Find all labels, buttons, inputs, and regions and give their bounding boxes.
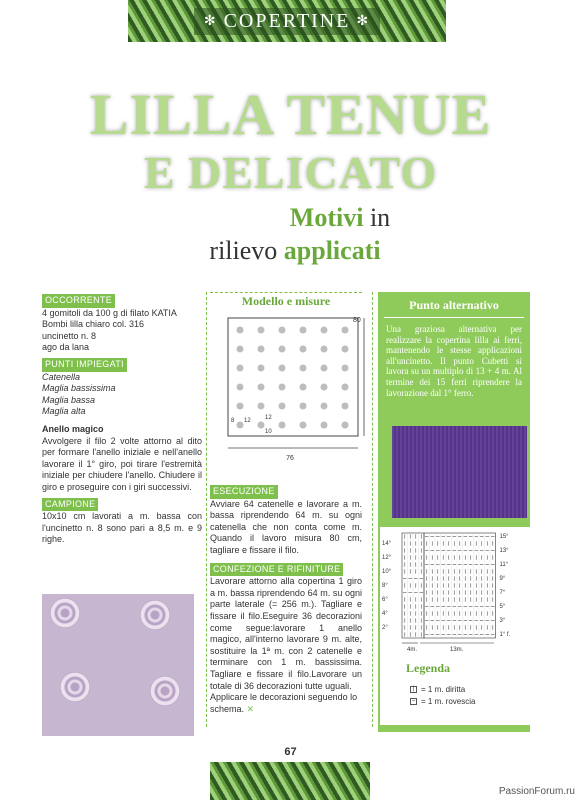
decoration-dot (279, 327, 286, 334)
paragraph: Lavorare attorno alla copertina 1 giro a m. bassa riprendendo 64 m. su ogni parte laterale (= 256 m.). Tagliare e fissare il filo.Eseguire 36 decorazioni come segue:lavorare 1 anello magico, all'interno lavorare 9 m. alte, sostituire la 1ª m. con 2 catenelle e terminare con 1 m. bassissima. Tagliare e fissare il filo.Lavorare un totale di 36 decorazioni tutte uguali. (210, 576, 362, 691)
decoration-dot (279, 346, 286, 353)
decoration-dot (342, 422, 349, 429)
row-label: 15° (499, 534, 509, 540)
width-label: 76 (286, 455, 294, 462)
row-label: 8° (382, 583, 388, 589)
decoration-dot (342, 403, 349, 410)
row-label: 6° (382, 597, 388, 603)
materials-column (42, 294, 202, 546)
list-item: 4 gomitoli da 100 g di filato KATIA (42, 307, 177, 318)
decoration-dot (258, 365, 265, 372)
decoration-dot (342, 384, 349, 391)
row-label: 2° (382, 625, 388, 631)
instructions-column (210, 485, 362, 715)
row-label: 1° f. (499, 632, 511, 638)
decoration-dot (300, 384, 307, 391)
decoration-dot (237, 327, 244, 334)
height-label: 80 (353, 317, 361, 324)
decoration-dot (258, 346, 265, 353)
flower-motif (50, 598, 80, 628)
paragraph: Avvolgere il filo 2 volte attorno al dito per formare l'anello iniziale e nell'anello lavorare il 1° giro, poi tirare l'estremità iniziale per chiudere l'anello. Chiudere il giro e proseguire con i giri successivi. (42, 435, 202, 492)
section-heading: OCCORRENTE (42, 294, 115, 308)
decoration-dot (279, 365, 286, 372)
flower-motif (60, 672, 90, 702)
row-label: 5° (499, 604, 506, 610)
list-item: Catenella (42, 371, 81, 382)
decoration-dot (237, 403, 244, 410)
knit-symbol-icon: | (410, 686, 417, 693)
main-title-line2: E DELICATO (143, 147, 438, 198)
section-heading: ESECUZIONE (210, 485, 278, 499)
row-label: 12° (382, 555, 392, 561)
paragraph: 10x10 cm lavorati a m. bassa con l'uncinetto n. 8 sono pari a 8,5 m. e 9 righe. (42, 511, 202, 545)
decoration-dot (300, 365, 307, 372)
list-item: uncinetto n. 8 (42, 330, 97, 341)
schema-diagram (212, 312, 367, 472)
section-heading: CONFEZIONE E RIFINITURE (210, 563, 343, 577)
decoration-dot (321, 384, 328, 391)
list-item: ago da lana (42, 342, 90, 353)
list-item: Maglia bassissima (42, 383, 116, 394)
row-label: 3° (499, 618, 506, 624)
subtitle-line2: rilievo applicati (209, 236, 381, 265)
decoration-dot (300, 327, 307, 334)
column-divider (206, 292, 207, 727)
list-item: Maglia bassa (42, 394, 96, 405)
decoration-dot (258, 327, 265, 334)
paragraph: Avviare 64 catenelle e lavorare a m. bassa riprendendo 64 m. su ogni catenella che non conta come m. Quando il lavoro misura 80 cm, tagliare e fissare il filo. (210, 498, 362, 555)
decoration-dot (258, 384, 265, 391)
star-icon: ✻ (356, 13, 371, 29)
decoration-dot (258, 403, 265, 410)
decoration-dot (258, 422, 265, 429)
decoration-dot (300, 422, 307, 429)
page-number: 67 (284, 746, 297, 758)
section-heading: PUNTI IMPIEGATI (42, 358, 127, 372)
decoration-dot (321, 365, 328, 372)
decoration-dot (237, 422, 244, 429)
legend-item: | = 1 m. diritta (410, 685, 465, 694)
box-text: Una graziosa alternativa per realizzare la copertina lilla ai ferri, mantenendo le stesse applicazioni all'uncinetto. Il punto Cubetti si lavora su un multiplo di 13 + 4 m. Al termine dei 15 ferri riprendere la lavorazione dal 1° ferro. (386, 324, 522, 398)
section-heading: CAMPIONE (42, 498, 98, 512)
footer-banner (210, 762, 370, 800)
decoration-dot (279, 403, 286, 410)
subheading: Anello magico (42, 423, 104, 434)
column-divider (372, 292, 373, 727)
alternative-stitch-box (378, 292, 530, 422)
decoration-dot (342, 346, 349, 353)
decoration-dot (300, 346, 307, 353)
decoration-dot (342, 327, 349, 334)
watermark: PassionForum.ru (498, 786, 575, 797)
box-heading: Punto alternativo (384, 292, 524, 318)
decoration-dot (237, 384, 244, 391)
main-title: LILLA TENUE (89, 82, 492, 147)
decoration-dot (321, 422, 328, 429)
list-item: Bombi lilla chiaro col. 316 (42, 319, 145, 330)
decoration-dot (237, 346, 244, 353)
purl-symbol-icon: – (411, 698, 416, 704)
dim-label: 12 (265, 415, 272, 421)
decoration-dot (279, 384, 286, 391)
decoration-dot (321, 346, 328, 353)
decoration-dot (342, 365, 349, 372)
dim-label: 8 (231, 418, 235, 424)
knit-swatch-photo (392, 426, 527, 518)
decoration-dot (279, 422, 286, 429)
model-heading: Modello e misure (210, 292, 362, 309)
decoration-dot (321, 327, 328, 334)
flower-motif (150, 676, 180, 706)
star-icon: ✻ (203, 13, 218, 29)
flower-motif (140, 600, 170, 630)
row-label: 9° (499, 576, 506, 582)
row-label: 10° (382, 569, 392, 575)
row-label: 7° (499, 590, 506, 596)
subtitle-line1: Motivi in (289, 203, 391, 232)
dim-label: 12 (244, 418, 251, 424)
dim-label: 10 (265, 429, 272, 435)
end-mark-icon: ✕ (246, 703, 255, 714)
row-label: 4° (382, 611, 388, 617)
row-label: 13° (499, 548, 509, 554)
repeat-label: 13m. (450, 647, 464, 653)
decoration-dot (300, 403, 307, 410)
list-item: Maglia alta (42, 406, 86, 417)
decoration-dot (237, 365, 244, 372)
stitch-chart (380, 527, 530, 655)
blanket-photo (42, 594, 194, 736)
row-label: 14° (382, 541, 392, 547)
section-banner (128, 0, 446, 42)
row-label: 11° (499, 562, 509, 568)
legend-item: – = 1 m. rovescia (411, 697, 476, 706)
legend-heading: Legenda (406, 661, 451, 675)
repeat-label: 4m. (407, 647, 418, 653)
paragraph: Applicare le decorazioni seguendo lo schema. ✕ (210, 692, 358, 714)
decoration-dot (321, 403, 328, 410)
legend (380, 655, 530, 725)
section-label: COPERTINE (223, 9, 351, 32)
